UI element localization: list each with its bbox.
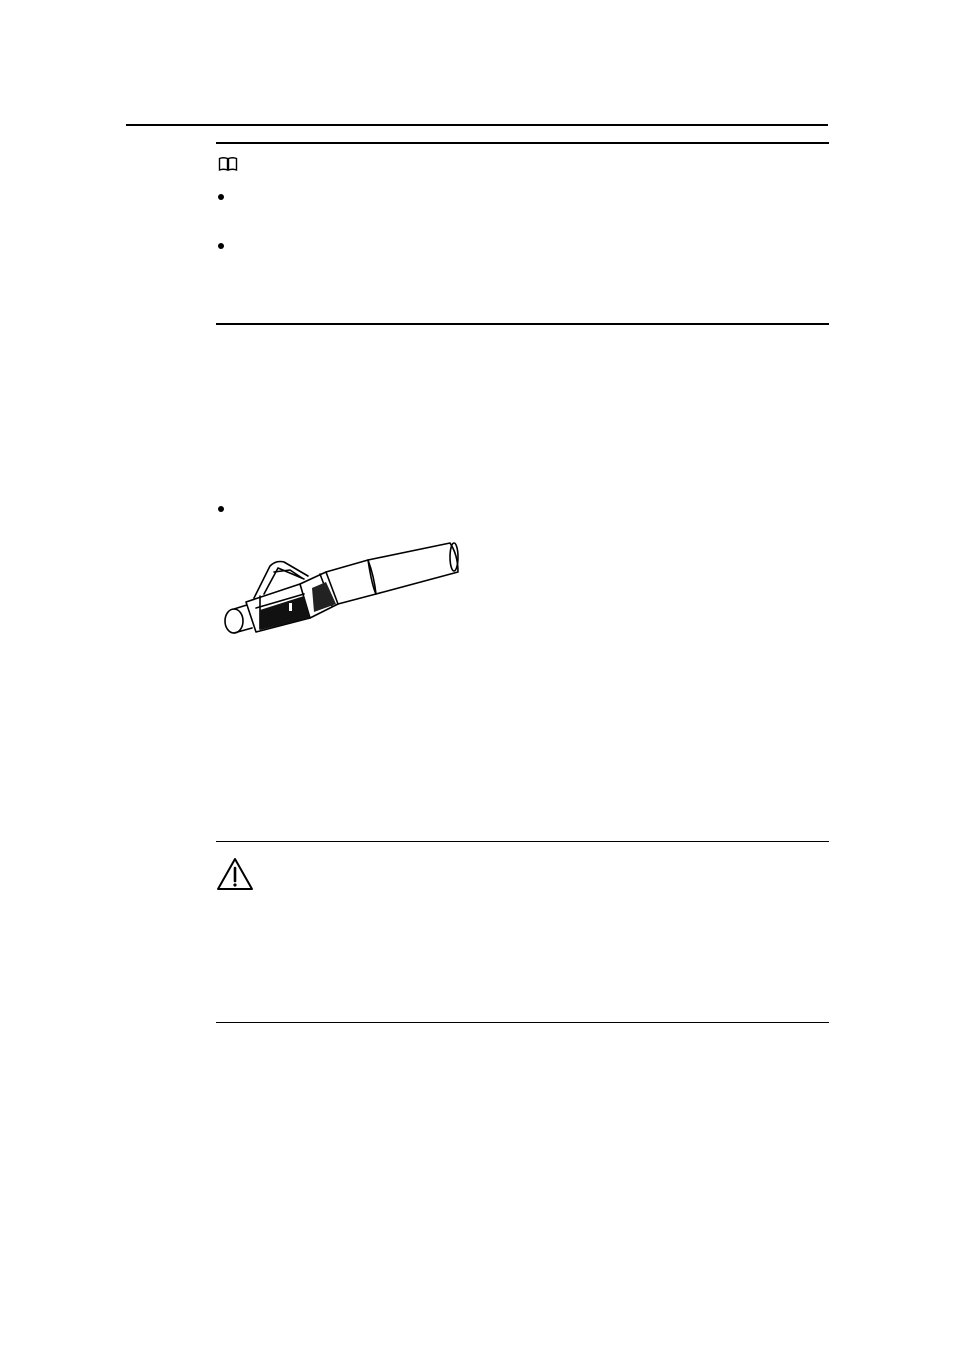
lc-fiber-connector-illustration — [216, 536, 466, 641]
note-box-bottom-rule — [216, 323, 829, 325]
caution-box-bottom-rule — [216, 1022, 829, 1023]
warning-triangle-icon — [216, 857, 254, 891]
connector-bullet — [218, 506, 224, 512]
note-bullet-2 — [218, 243, 224, 249]
caution-box-top-rule — [216, 841, 829, 842]
note-bullet-1 — [218, 194, 224, 200]
note-box-top-rule — [216, 142, 829, 144]
header-rule — [126, 124, 828, 126]
book-icon — [218, 156, 238, 172]
